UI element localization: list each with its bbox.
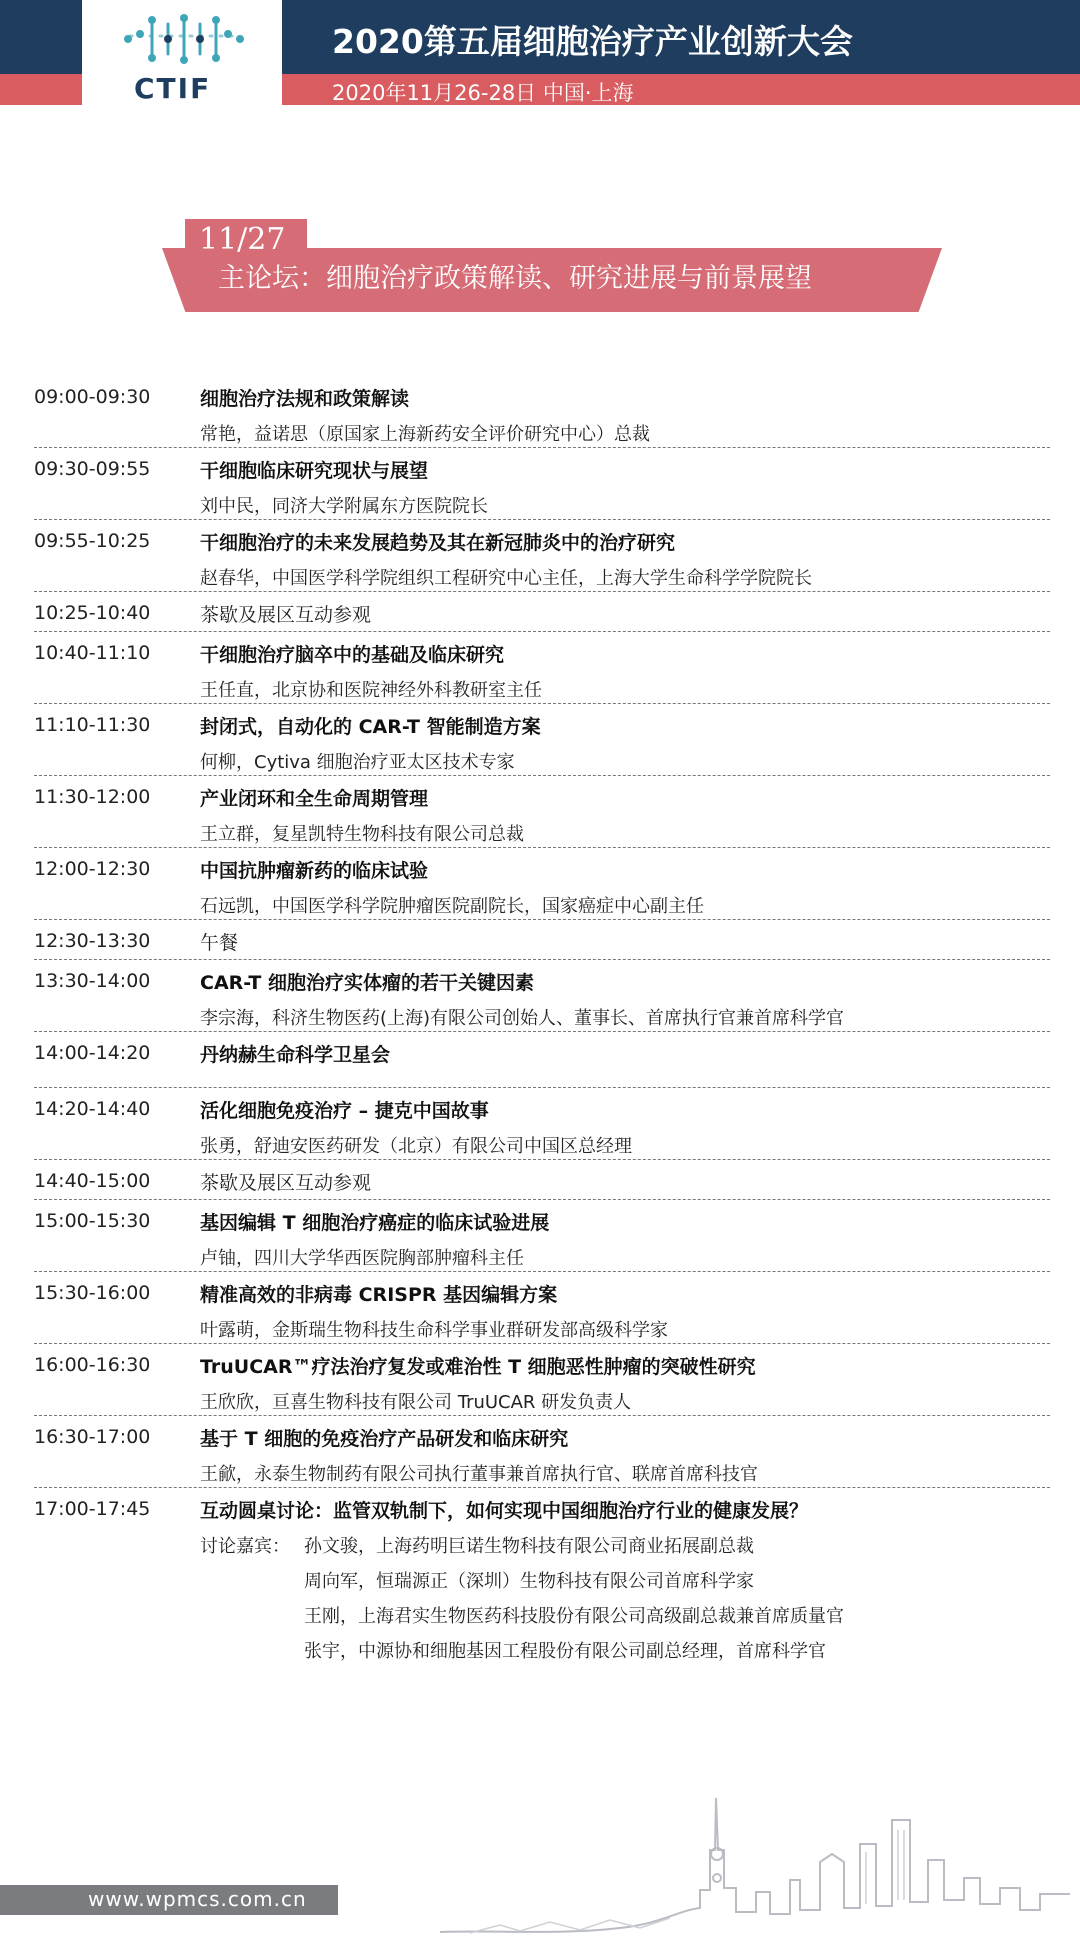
row-time: 11:10-11:30 — [34, 714, 151, 736]
session-date: 11/27 — [199, 222, 286, 257]
row-talk-title: 干细胞治疗脑卒中的基础及临床研究 — [200, 644, 505, 666]
row-time: 14:00-14:20 — [34, 1042, 151, 1064]
row-speaker: 王歈，永泰生物制药有限公司执行董事兼首席执行官、联席首席科技官 — [200, 1464, 758, 1485]
row-talk-title: 互动圆桌讨论：监管双轨制下，如何实现中国细胞治疗行业的健康发展？ — [200, 1500, 809, 1522]
event-date-location: 2020年11月26-28日 中国·上海 — [332, 81, 634, 105]
panelist: 张宇，中源协和细胞基因工程股份有限公司副总经理，首席科学官 — [304, 1641, 826, 1662]
row-time: 09:30-09:55 — [34, 458, 151, 480]
row-speaker: 李宗海，科济生物医药(上海)有限公司创始人、董事长、首席执行官兼首席科学官 — [200, 1008, 845, 1029]
row-talk-title: 干细胞治疗的未来发展趋势及其在新冠肺炎中的治疗研究 — [200, 532, 676, 554]
event-title: 2020第五届细胞治疗产业创新大会 — [332, 22, 853, 61]
row-talk-title: 产业闭环和全生命周期管理 — [200, 788, 429, 810]
row-speaker: 刘中民，同济大学附属东方医院院长 — [200, 496, 488, 517]
panelist: 孙文骏，上海药明巨诺生物科技有限公司商业拓展副总裁 — [304, 1536, 754, 1557]
schedule-row — [34, 1088, 1050, 1160]
row-talk-title: 基因编辑 T 细胞治疗癌症的临床试验进展 — [200, 1212, 550, 1234]
row-time: 11:30-12:00 — [34, 786, 151, 808]
row-break: 茶歇及展区互动参观 — [200, 1172, 372, 1194]
row-talk-title: TruUCAR™疗法治疗复发或难治性 T 细胞恶性肿瘤的突破性研究 — [200, 1356, 756, 1378]
row-time: 09:00-09:30 — [34, 386, 151, 408]
row-talk-title: 干细胞临床研究现状与展望 — [200, 460, 429, 482]
row-time: 13:30-14:00 — [34, 970, 151, 992]
row-speaker: 王欣欣，亘喜生物科技有限公司 TruUCAR 研发负责人 — [200, 1392, 632, 1413]
row-time: 16:00-16:30 — [34, 1354, 151, 1376]
panelist: 周向军，恒瑞源正（深圳）生物科技有限公司首席科学家 — [304, 1571, 754, 1592]
schedule-row — [34, 632, 1050, 704]
row-talk-title: 丹纳赫生命科学卫星会 — [200, 1044, 391, 1066]
row-speaker: 卢铀，四川大学华西医院胸部肿瘤科主任 — [200, 1248, 524, 1269]
schedule-row — [34, 776, 1050, 848]
schedule-row — [34, 1200, 1050, 1272]
row-time: 15:30-16:00 — [34, 1282, 151, 1304]
row-time: 12:30-13:30 — [34, 930, 151, 952]
row-talk-title: CAR-T 细胞治疗实体瘤的若干关键因素 — [200, 972, 534, 994]
discussion-guests-label: 讨论嘉宾： — [200, 1536, 290, 1557]
row-talk-title: 中国抗肿瘤新药的临床试验 — [200, 860, 429, 882]
row-time: 12:00-12:30 — [34, 858, 151, 880]
row-time: 15:00-15:30 — [34, 1210, 151, 1232]
session-title: 主论坛：细胞治疗政策解读、研究进展与前景展望 — [218, 263, 812, 294]
schedule-row — [34, 592, 1050, 632]
row-speaker: 赵春华，中国医学科学院组织工程研究中心主任，上海大学生命科学学院院长 — [200, 568, 812, 589]
row-speaker: 张勇，舒迪安医药研发（北京）有限公司中国区总经理 — [200, 1136, 632, 1157]
row-talk-title: 基于 T 细胞的免疫治疗产品研发和临床研究 — [200, 1428, 569, 1450]
row-time: 14:40-15:00 — [34, 1170, 151, 1192]
schedule-list — [34, 376, 1050, 1668]
schedule-row — [34, 1160, 1050, 1200]
row-speaker: 石远凯，中国医学科学院肿瘤医院副院长，国家癌症中心副主任 — [200, 896, 704, 917]
row-talk-title: 封闭式，自动化的 CAR-T 智能制造方案 — [200, 716, 541, 738]
row-time: 09:55-10:25 — [34, 530, 151, 552]
row-time: 14:20-14:40 — [34, 1098, 151, 1120]
row-speaker: 叶露萌，金斯瑞生物科技生命科学事业群研发部高级科学家 — [200, 1320, 668, 1341]
row-break: 茶歇及展区互动参观 — [200, 604, 372, 626]
row-time: 10:40-11:10 — [34, 642, 151, 664]
schedule-row — [34, 1416, 1050, 1488]
schedule-row — [34, 1344, 1050, 1416]
skyline-illustration — [440, 1790, 1070, 1940]
row-speaker: 王立群，复星凯特生物科技有限公司总裁 — [200, 824, 524, 845]
schedule-row — [34, 704, 1050, 776]
row-time: 16:30-17:00 — [34, 1426, 151, 1448]
dna-logo-icon — [118, 14, 248, 72]
panelist: 王刚，上海君实生物医药科技股份有限公司高级副总裁兼首席质量官 — [304, 1606, 844, 1627]
schedule-row — [34, 848, 1050, 920]
schedule-row — [34, 376, 1050, 448]
row-break: 午餐 — [200, 932, 239, 954]
schedule-row — [34, 1032, 1050, 1088]
row-speaker: 常艳，益诺思（原国家上海新药安全评价研究中心）总裁 — [200, 424, 650, 445]
row-speaker: 王任直，北京协和医院神经外科教研室主任 — [200, 680, 542, 701]
row-talk-title: 细胞治疗法规和政策解读 — [200, 388, 410, 410]
schedule-row — [34, 448, 1050, 520]
schedule-row — [34, 960, 1050, 1032]
schedule-row — [34, 1272, 1050, 1344]
schedule-row — [34, 920, 1050, 960]
row-time: 10:25-10:40 — [34, 602, 151, 624]
footer-url: www.wpmcs.com.cn — [88, 1887, 307, 1911]
row-speaker: 何柳，Cytiva 细胞治疗亚太区技术专家 — [200, 752, 515, 773]
row-time: 17:00-17:45 — [34, 1498, 151, 1520]
schedule-row-discussion — [34, 1488, 1050, 1668]
row-talk-title: 精准高效的非病毒 CRISPR 基因编辑方案 — [200, 1284, 558, 1306]
row-talk-title: 活化细胞免疫治疗 – 捷克中国故事 — [200, 1100, 489, 1122]
schedule-row — [34, 520, 1050, 592]
logo-text: CTIF — [134, 72, 212, 105]
